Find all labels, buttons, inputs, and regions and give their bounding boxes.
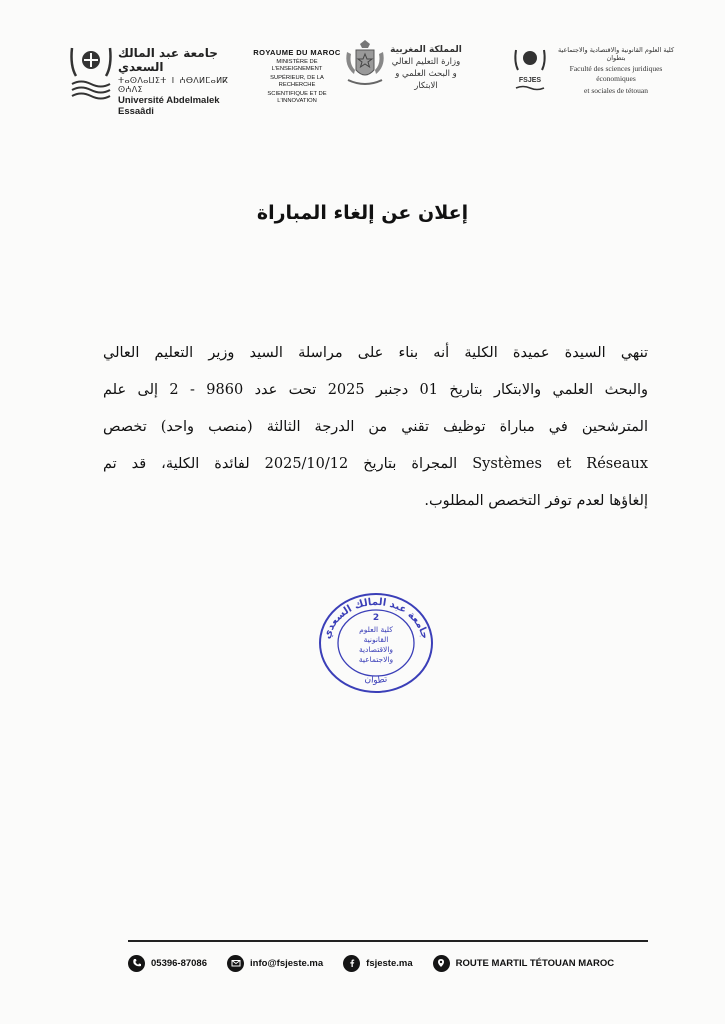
stamp-center-1: كلية العلوم <box>359 625 393 634</box>
ministry-ar-line-3: و البحث العلمي و الابتكار <box>395 69 457 91</box>
stamp-center-4: والاجتماعية <box>358 655 394 664</box>
faculty-logo-icon <box>512 44 548 94</box>
university-name-tifinagh: ⵜⴰⵙⴷⴰⵡⵉⵜ ⵏ ⵄⴱⴷⵍⵎⴰⵍⴽ ⵙⵄⴷⵉ <box>118 76 229 94</box>
location-pin-icon <box>433 955 450 972</box>
ministry-ar-line-2: وزارة التعليم العالي <box>391 57 461 67</box>
body-line: المترشحين في مباراة توظيف تقني من الدرجة الثالثة (منصب واحد) تخصص <box>103 419 648 435</box>
announcement-title: إعلان عن إلغاء المباراة <box>256 202 469 224</box>
ministry-line-2: MINISTÈRE DE L'ENSEIGNEMENT <box>271 59 323 72</box>
faculty-name-fr-2: et sociales de tétouan <box>584 86 648 95</box>
footer-divider <box>128 940 648 942</box>
ministry-line-3: SUPÉRIEUR, DE LA RECHERCHE <box>270 75 324 88</box>
stamp-center-3: والاقتصادية <box>358 645 394 654</box>
official-stamp <box>313 590 439 696</box>
footer-phone <box>128 955 207 972</box>
address-text: ROUTE MARTIL TÉTOUAN MAROC <box>455 957 615 969</box>
ministry-name-fr <box>252 48 342 105</box>
kingdom-label-ar: المملكة المغربية <box>390 45 462 55</box>
royal-emblem-icon <box>344 40 386 90</box>
stamp-ring-text: جامعة عبد المالك السعدي <box>321 596 431 641</box>
email-icon <box>227 955 244 972</box>
footer-website <box>343 955 412 972</box>
kingdom-label: ROYAUME DU MAROC <box>253 48 341 57</box>
website-link[interactable]: fsjeste.ma <box>366 957 413 969</box>
body-line: إلغاؤها لعدم توفر التخصص المطلوب. <box>424 493 648 509</box>
ministry-line-4: SCIENTIFIQUE ET DE L'INNOVATION <box>267 91 327 104</box>
faculty-name-fr-1: Faculté des sciences juridiques économiques <box>569 64 663 83</box>
footer-email <box>227 955 323 972</box>
body-line: تنهي السيدة عميدة الكلية أنه بناء على مراسلة السيد وزير التعليم العالي <box>103 345 648 361</box>
stamp-bottom-text: تطوان <box>363 674 389 686</box>
university-name-fr: Université Abdelmalek Essaâdi <box>118 95 220 117</box>
university-name-ar: جامعة عبد المالك السعدي <box>118 46 218 74</box>
university-logo-icon <box>66 44 116 100</box>
faculty-name-ar: كلية العلوم القانونية والاقتصادية والاجتماعية بتطوان <box>557 46 675 62</box>
body-line: Systèmes et Réseaux المجراة بتاريخ 2025/10/12 لفائدة الكلية، قد تم <box>103 456 648 472</box>
body-line: والبحث العلمي والابتكار بتاريخ 01 دجنبر 2025 تحت عدد 9860 - 2 إلى علم <box>103 382 649 398</box>
document-header <box>0 38 725 117</box>
stamp-number: 2 <box>372 613 380 623</box>
svg-text:تطوان <box>364 674 389 686</box>
faculty-abbr: FSJES <box>518 77 542 84</box>
email-address[interactable]: info@fsjeste.ma <box>250 957 324 969</box>
contact-footer <box>128 952 653 974</box>
phone-icon <box>128 955 145 972</box>
phone-number: 05396-87086 <box>151 957 207 969</box>
footer-address <box>433 955 615 972</box>
ministry-name-ar <box>390 44 462 92</box>
stamp-center-2: القانونية <box>363 635 389 644</box>
facebook-icon <box>343 955 360 972</box>
announcement-body <box>103 335 648 520</box>
